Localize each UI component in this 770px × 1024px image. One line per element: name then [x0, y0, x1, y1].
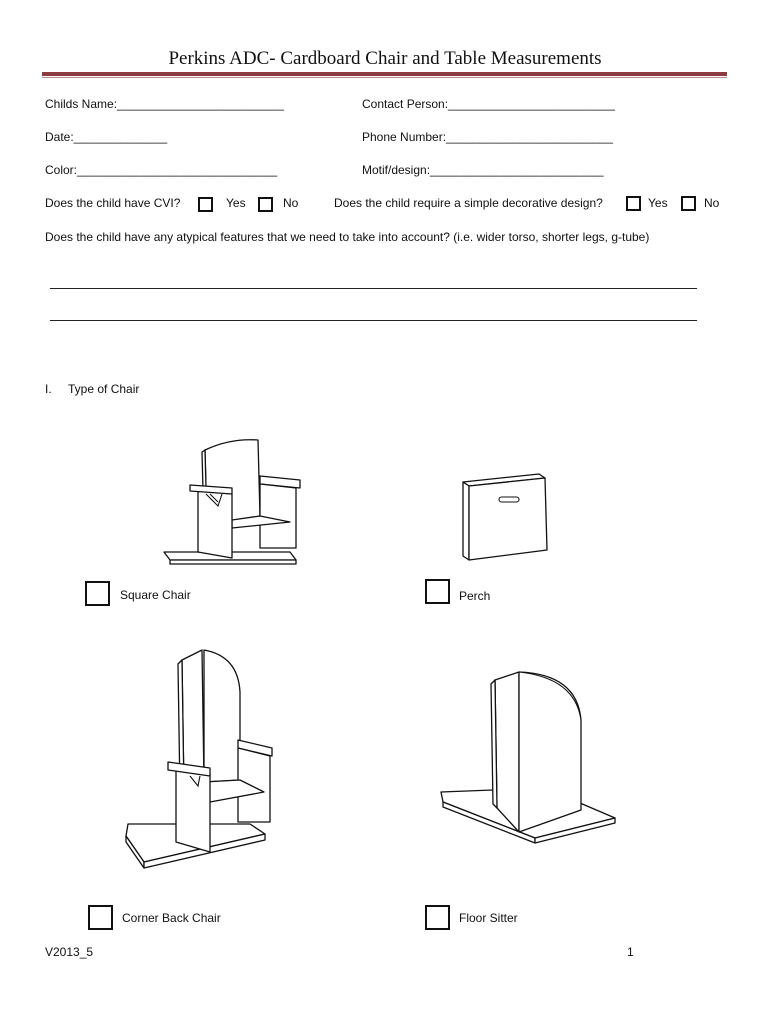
- page-title: Perkins ADC- Cardboard Chair and Table Measurements: [168, 48, 602, 69]
- motif-design-field[interactable]: Motif/design:__________________________: [362, 163, 604, 177]
- atypical-question: Does the child have any atypical features that we need to take into account? (i.e. wider torso, shorter legs, g-tube): [45, 230, 650, 244]
- square-chair-checkbox[interactable]: [85, 581, 110, 606]
- page-number: 1: [627, 945, 634, 959]
- floor-sitter-label: Floor Sitter: [459, 911, 518, 925]
- version-label: V2013_5: [45, 945, 94, 959]
- decorative-yes-checkbox[interactable]: [626, 196, 641, 211]
- floor-sitter-illustration: [435, 660, 620, 845]
- color-field[interactable]: Color:______________________________: [45, 163, 278, 177]
- decorative-no-checkbox[interactable]: [681, 196, 696, 211]
- childs-name-field[interactable]: Childs Name:_________________________: [45, 97, 284, 111]
- section-title: Type of Chair: [68, 382, 140, 396]
- title-divider-thin: [42, 77, 727, 78]
- perch-label: Perch: [459, 589, 491, 603]
- corner-back-chair-label: Corner Back Chair: [122, 911, 221, 925]
- perch-checkbox[interactable]: [425, 579, 450, 604]
- cvi-no-checkbox[interactable]: [258, 197, 273, 212]
- phone-number-field[interactable]: Phone Number:_________________________: [362, 130, 613, 144]
- title-divider: [42, 72, 727, 76]
- decorative-yes-label: Yes: [648, 196, 668, 210]
- cvi-question: Does the child have CVI?: [45, 196, 181, 210]
- square-chair-label: Square Chair: [120, 588, 191, 602]
- section-number: I.: [45, 382, 52, 396]
- cvi-yes-checkbox[interactable]: [198, 197, 213, 212]
- answer-line-1[interactable]: [50, 288, 697, 289]
- answer-line-2[interactable]: [50, 320, 697, 321]
- decorative-no-label: No: [704, 196, 720, 210]
- corner-back-chair-checkbox[interactable]: [88, 905, 113, 930]
- date-field[interactable]: Date:______________: [45, 130, 168, 144]
- decorative-question: Does the child require a simple decorative design?: [334, 196, 603, 210]
- floor-sitter-checkbox[interactable]: [425, 905, 450, 930]
- contact-person-field[interactable]: Contact Person:_________________________: [362, 97, 615, 111]
- perch-illustration: [455, 470, 555, 565]
- cvi-yes-label: Yes: [226, 196, 246, 210]
- square-chair-illustration: [150, 430, 310, 575]
- cvi-no-label: No: [283, 196, 299, 210]
- corner-back-chair-illustration: [120, 642, 290, 872]
